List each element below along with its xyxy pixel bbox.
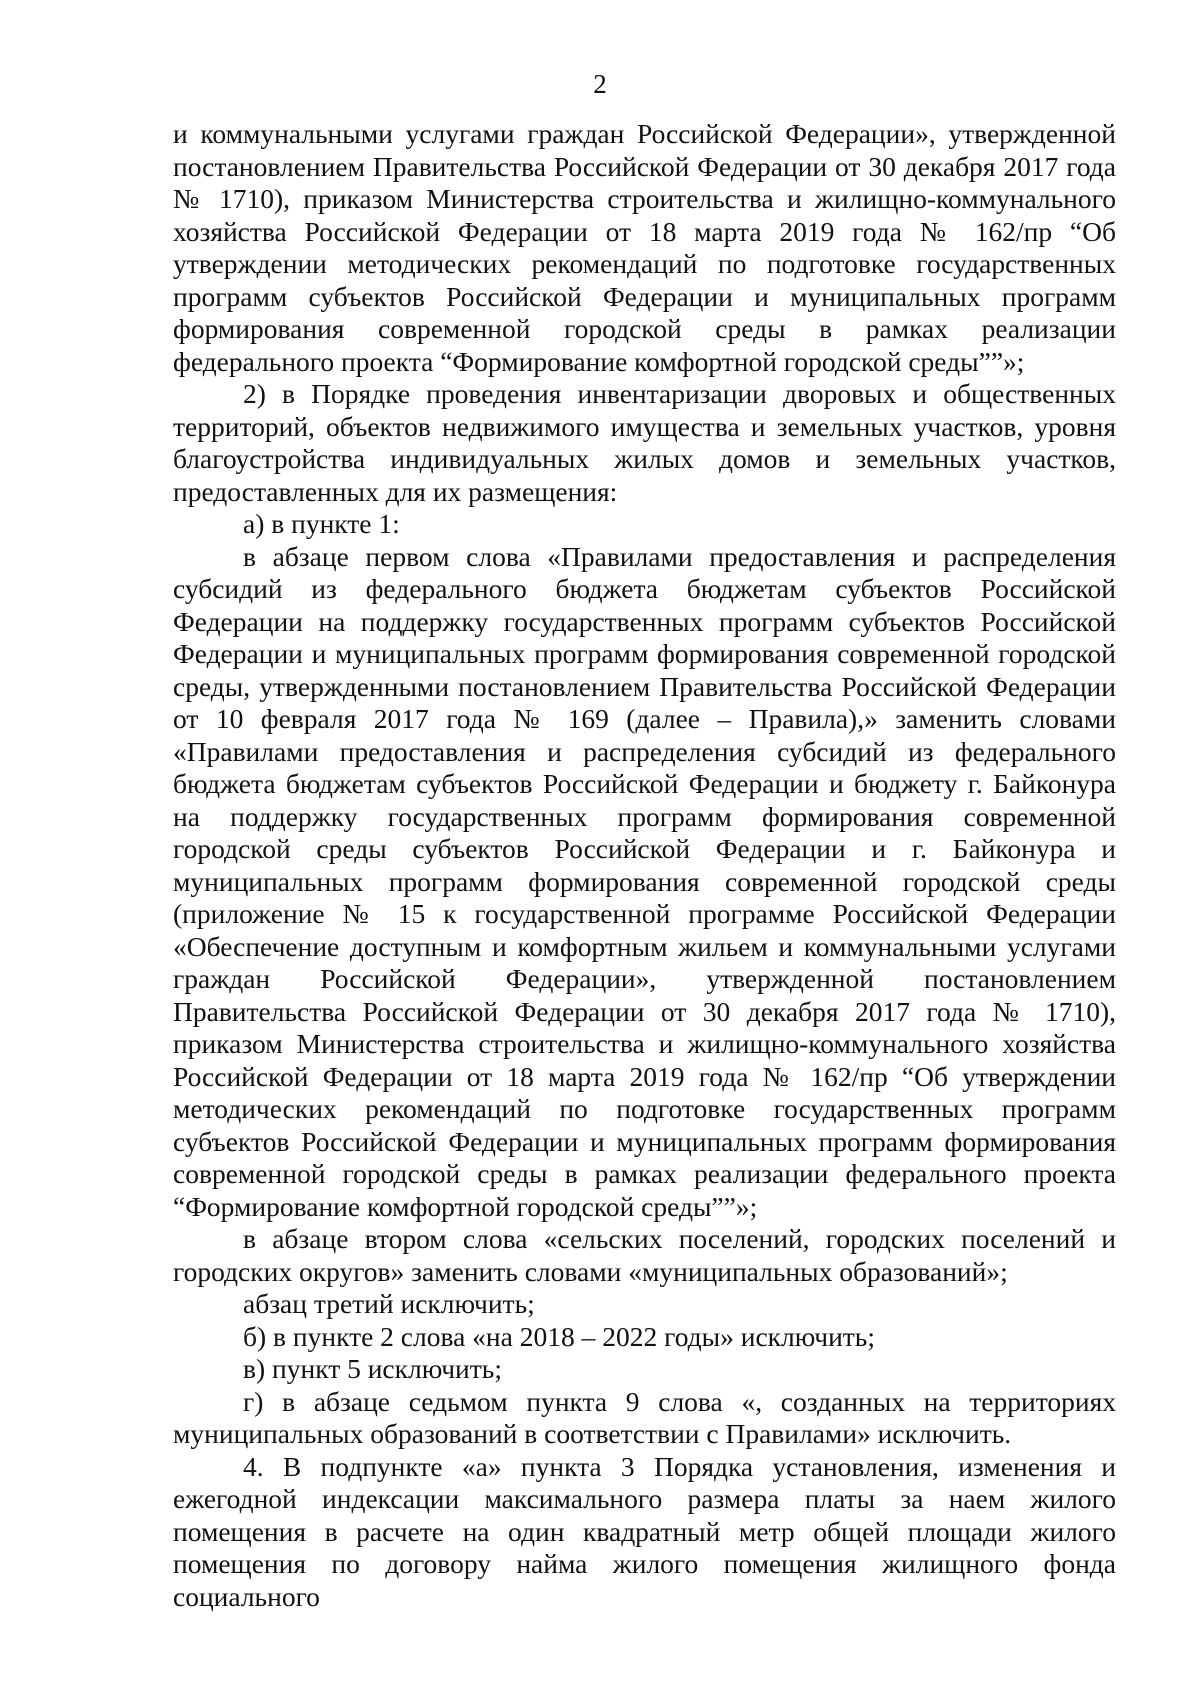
paragraph: в абзаце втором слова «сельских поселений, городских поселений и городских округов» заменить словами «муниципальных образований»; — [173, 1223, 1116, 1287]
paragraph: в абзаце первом слова «Правилами предоставления и распределения субсидий из федерального бюджета бюджетам субъектов Российской Федерации на поддержку государственных программ субъектов Российской Федерации и муниципальных программ формирования современной городской среды, утвержденными постановлением Правительства Российской Федерации от 10 февраля 2017 года № 169 (далее – Правила),» заменить словами «Правилами предоставления и распределения субсидий из федерального бюджета бюджетам субъектов Российской Федерации и бюджету г. Байконура на поддержку государственных программ формирования современной городской среды субъектов Российской Федерации и г. Байконура и муниципальных программ формирования современной городской среды (приложение № 15 к государственной программе Российской Федерации «Обеспечение доступным и комфортным жильем и коммунальными услугами граждан Российской Федерации», утвержденной постановлением Правительства Российской Федерации от 30 декабря 2017 года № 1710), приказом Министерства строительства и жилищно-коммунального хозяйства Российской Федерации от 18 марта 2019 года № 162/пр “Об утверждении методических рекомендаций по подготовке государственных программ субъектов Российской Федерации и муниципальных программ формирования современной городской среды в рамках реализации федерального проекта “Формирование комфортной городской среды””»; — [173, 540, 1116, 1222]
paragraph: 4. В подпункте «а» пункта 3 Порядка установления, изменения и ежегодной индексации максимального размера платы за наем жилого помещения в расчете на один квадратный метр общей площади жилого помещения по договору найма жилого помещения жилищного фонда социального — [173, 1450, 1116, 1612]
page-number: 2 — [593, 69, 607, 99]
paragraph: абзац третий исключить; — [243, 1288, 535, 1319]
paragraph: а) в пункте 1: — [243, 508, 400, 539]
paragraph: б) в пункте 2 слова «на 2018 – 2022 годы» исключить; — [243, 1320, 875, 1352]
document-body — [173, 118, 1116, 1613]
paragraph: 2) в Порядке проведения инвентаризации дворовых и общественных территорий, объектов недвижимого имущества и земельных участков, уровня благоустройства индивидуальных жилых домов и земельных участков, предоставленных для их размещения: — [173, 378, 1116, 507]
paragraph: и коммунальными услугами граждан Российской Федерации», утвержденной постановлением Правительства Российской Федерации от 30 декабря 2017 года № 1710), приказом Министерства строительства и жилищно-коммунального хозяйства Российской Федерации от 18 марта 2019 года № 162/пр “Об утверждении методических рекомендаций по подготовке государственных программ субъектов Российской Федерации и муниципальных программ формирования современной городской среды в рамках реализации федерального проекта “Формирование комфортной городской среды””»; — [173, 118, 1116, 377]
paragraph: г) в абзаце седьмом пункта 9 слова «, созданных на территориях муниципальных образований в соответствии с Правилами» исключить. — [173, 1385, 1116, 1449]
paragraph: в) пункт 5 исключить; — [243, 1353, 502, 1384]
